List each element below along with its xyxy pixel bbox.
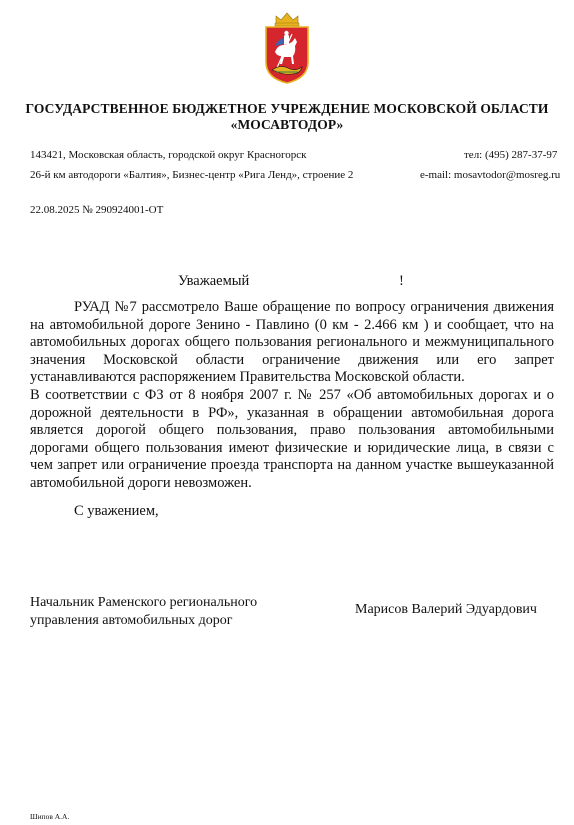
address-line1: 143421, Московская область, городской округ Красногорск bbox=[30, 149, 307, 161]
coat-of-arms-icon bbox=[262, 12, 312, 84]
signer-position-line1: Начальник Раменского регионального bbox=[30, 595, 258, 610]
org-name-line1: ГОСУДАРСТВЕННОЕ БЮДЖЕТНОЕ УЧРЕЖДЕНИЕ МОСКОВСКОЙ ОБЛАСТИ bbox=[25, 101, 549, 116]
phone: тел: (495) 287-37-97 bbox=[464, 149, 558, 161]
email: e-mail: mosavtodor@mosreg.ru bbox=[420, 169, 561, 181]
greeting: Уважаемый bbox=[178, 273, 250, 289]
signer-name: Марисов Валерий Эдуардович bbox=[355, 602, 537, 617]
letter-body bbox=[30, 299, 554, 493]
signer-position-line2: управления автомобильных дорог bbox=[30, 613, 233, 628]
org-name-line2: «МОСАВТОДОР» bbox=[230, 117, 344, 132]
greeting-exclamation: ! bbox=[399, 273, 404, 289]
letter-date-number: 22.08.2025 № 290924001-ОТ bbox=[30, 204, 164, 216]
executor-name: Шипов А.А. bbox=[30, 812, 70, 821]
body-paragraph-1: РУАД №7 рассмотрело Ваше обращение по вопросу ограничения движения на автомобильной дороге Зенино - Павлино (0 км - 2.466 км ) и сообщает, что на автомобильных дорогах общего пользования регионального и межмуниципального значения Московской области ограничение движения или его запрет устанавливаются распоряжением Правительства Московской области. bbox=[30, 299, 554, 386]
closing: С уважением, bbox=[74, 503, 159, 519]
body-paragraph-2: В соответствии с ФЗ от 8 ноября 2007 г. № 257 «Об автомобильных дорогах и о дорожной деятельности в РФ», указанная в обращении автомобильная дорога является дорогой общего пользования, право пользования автомобильными дорогами общего пользования имеют физические и юридические лица, в связи с чем запрет или ограничение проезда транспорта на данном участке вышеуказанной автомобильной дороги невозможен. bbox=[30, 386, 554, 491]
address-line2: 26-й км автодороги «Балтия», Бизнес-центр «Рига Ленд», строение 2 bbox=[30, 169, 354, 181]
